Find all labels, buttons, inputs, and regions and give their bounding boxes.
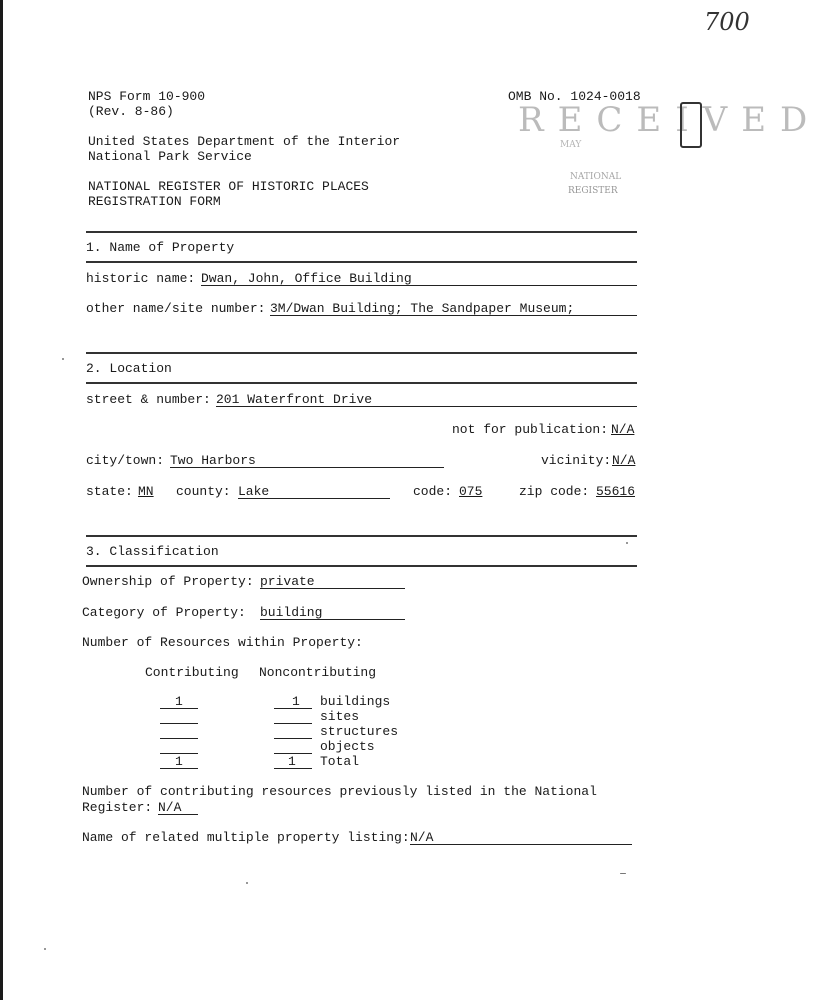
- resources-label: Number of Resources within Property:: [82, 635, 363, 650]
- noncontributing-count-line: [274, 708, 312, 709]
- zip-value: 55616: [596, 484, 636, 499]
- section2-heading-rule: [86, 382, 637, 384]
- section1-heading: 1. Name of Property: [86, 240, 235, 255]
- section1-top-rule: [86, 231, 637, 233]
- vicinity-value: N/A: [612, 453, 636, 468]
- previously-listed-label-line1: Number of contributing resources previously listed in the National: [82, 784, 597, 799]
- section1-heading-rule: [86, 261, 637, 263]
- noncontributing-count: 1: [288, 754, 296, 769]
- city-value: Two Harbors: [170, 453, 256, 468]
- scan-speck: [626, 542, 628, 544]
- other-name-value: 3M/Dwan Building; The Sandpaper Museum;: [270, 301, 575, 316]
- omb-number: OMB No. 1024-0018: [508, 89, 641, 104]
- street-line: [216, 406, 637, 407]
- related-listing-label: Name of related multiple property listing:: [82, 830, 410, 845]
- other-name-label: other name/site number:: [86, 301, 266, 316]
- previously-listed-label-line2: Register:: [82, 800, 153, 815]
- scan-speck: [246, 882, 248, 884]
- section2-top-rule: [86, 352, 637, 354]
- historic-name-value: Dwan, John, Office Building: [201, 271, 412, 286]
- previously-listed-line: [158, 814, 198, 815]
- resource-type-label: sites: [320, 709, 360, 724]
- noncontributing-count-line: [274, 768, 312, 769]
- scan-speck: [620, 873, 626, 874]
- resource-type-label: buildings: [320, 694, 391, 709]
- service-name: National Park Service: [88, 149, 252, 164]
- contributing-count-line: [160, 738, 198, 739]
- department-name: United States Department of the Interior: [88, 134, 401, 149]
- received-stamp-line-national: NATIONAL: [570, 172, 622, 182]
- form-number: NPS Form 10-900: [88, 89, 206, 104]
- resource-type-label: objects: [320, 739, 375, 754]
- scan-speck: [62, 358, 64, 360]
- noncontributing-count-line: [274, 738, 312, 739]
- received-stamp-letter-box: [680, 102, 702, 148]
- category-value: building: [260, 605, 323, 620]
- state-value: MN: [138, 484, 154, 499]
- section2-heading: 2. Location: [86, 361, 172, 376]
- state-label: state:: [86, 484, 133, 499]
- not-for-publication-value: N/A: [611, 422, 635, 437]
- received-stamp-date-line: MAY: [560, 140, 582, 150]
- county-line: [238, 498, 390, 499]
- resource-type-label: Total: [320, 754, 360, 769]
- ownership-line: [260, 588, 405, 589]
- ownership-value: private: [260, 574, 315, 589]
- form-title: REGISTRATION FORM: [88, 194, 221, 209]
- vicinity-label: vicinity:: [541, 453, 612, 468]
- form-revision: (Rev. 8-86): [88, 104, 174, 119]
- not-for-publication-label: not for publication:: [452, 422, 609, 437]
- received-stamp-line-register: REGISTER: [568, 186, 618, 196]
- noncontributing-count: 1: [292, 694, 300, 709]
- noncontributing-count-line: [274, 723, 312, 724]
- page-left-edge: [0, 0, 3, 1000]
- contributing-count-line: [160, 768, 198, 769]
- section3-heading: 3. Classification: [86, 544, 219, 559]
- previously-listed-value: N/A: [158, 800, 182, 815]
- contributing-count-line: [160, 708, 198, 709]
- received-stamp-large-text: RECEIVED: [518, 100, 821, 140]
- section3-top-rule: [86, 535, 637, 537]
- county-label: county:: [176, 484, 231, 499]
- category-line: [260, 619, 405, 620]
- ownership-label: Ownership of Property:: [82, 574, 254, 589]
- section3-heading-rule: [86, 565, 637, 567]
- city-label: city/town:: [86, 453, 165, 468]
- contributing-count: 1: [175, 694, 183, 709]
- city-line: [170, 467, 444, 468]
- register-title: NATIONAL REGISTER OF HISTORIC PLACES: [88, 179, 369, 194]
- historic-name-label: historic name:: [86, 271, 196, 286]
- related-listing-line: [410, 844, 632, 845]
- noncontributing-column-header: Noncontributing: [259, 665, 377, 680]
- county-value: Lake: [238, 484, 270, 499]
- contributing-count-line: [160, 723, 198, 724]
- category-label: Category of Property:: [82, 605, 246, 620]
- contributing-count: 1: [175, 754, 183, 769]
- zip-label: zip code:: [519, 484, 590, 499]
- scan-speck: [44, 948, 46, 950]
- street-label: street & number:: [86, 392, 211, 407]
- resource-type-label: structures: [320, 724, 399, 739]
- other-name-line: [270, 315, 637, 316]
- historic-name-line: [201, 285, 637, 286]
- handwritten-page-number: 700: [704, 8, 750, 36]
- code-value: 075: [459, 484, 483, 499]
- code-label: code:: [413, 484, 453, 499]
- contributing-column-header: Contributing: [145, 665, 239, 680]
- street-value: 201 Waterfront Drive: [216, 392, 373, 407]
- related-listing-value: N/A: [410, 830, 434, 845]
